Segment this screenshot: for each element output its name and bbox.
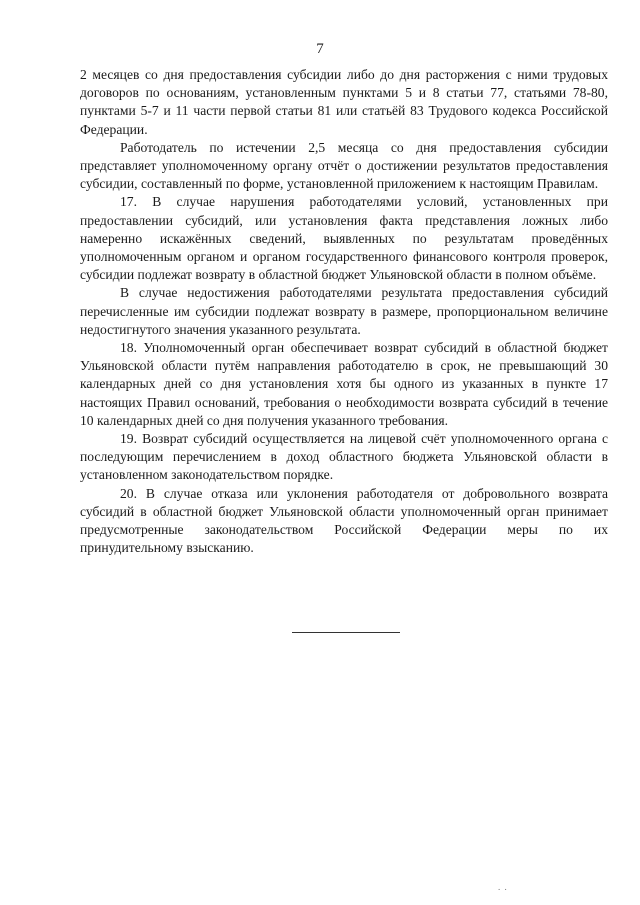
document-body [80, 66, 608, 557]
end-of-document-rule [292, 632, 400, 633]
scan-mark: . . [498, 882, 508, 892]
paragraph-17-result: В случае недостижения работодателями результата предоставления субсидий перечисленные им субсидии подлежат возврату в размере, пропорциональном величине недостигнутого значения указанного результата. [80, 285, 608, 337]
paragraph-19: 19. Возврат субсидий осуществляется на лицевой счёт уполномоченного органа с последующим перечислением в доход областного бюджета Ульяновской области в установленном законодательством порядке. [80, 431, 608, 483]
paragraph-18: 18. Уполномоченный орган обеспечивает возврат субсидий в областной бюджет Ульяновской области путём направления работодателю в срок, не превышающий 30 календарных дней со дня установления хотя бы одного из указанных в пункте 17 настоящих Правил оснований, требования о необходимости возврата субсидий в течение 10 календарных дней со дня получения указанного требования. [80, 340, 608, 428]
paragraph-continuation: 2 месяцев со дня предоставления субсидии либо до дня расторжения с ними трудовых договоров по основаниям, установленным пунктами 5 и 8 статьи 77, статьями 78-80, пунктами 5-7 и 11 части первой статьи 81 или статьёй 83 Трудового кодекса Российской Федерации. [80, 67, 608, 137]
page-number: 7 [316, 41, 324, 57]
paragraph-report: Работодатель по истечении 2,5 месяца со дня предоставления субсидии представляет уполномоченному органу отчёт о достижении результатов предоставления субсидии, составленный по форме, установленной приложением к настоящим Правилам. [80, 139, 608, 192]
paragraph-17: 17. В случае нарушения работодателями условий, установленных при предоставлении субсидий, или установления факта представления ложных либо намеренно искажённых сведений, выявленных по результатам проведённых уполномоченным органом и органом государственного финансового контроля проверок, субсидии подлежат возврату в областной бюджет Ульяновской области в полном объёме. [80, 194, 608, 283]
paragraph-20: 20. В случае отказа или уклонения работодателя от добровольного возврата субсидий в областной бюджет Ульяновской области уполномоченный орган принимает предусмотренные законодательством Российской Федерации меры по их принудительному взысканию. [80, 485, 608, 556]
